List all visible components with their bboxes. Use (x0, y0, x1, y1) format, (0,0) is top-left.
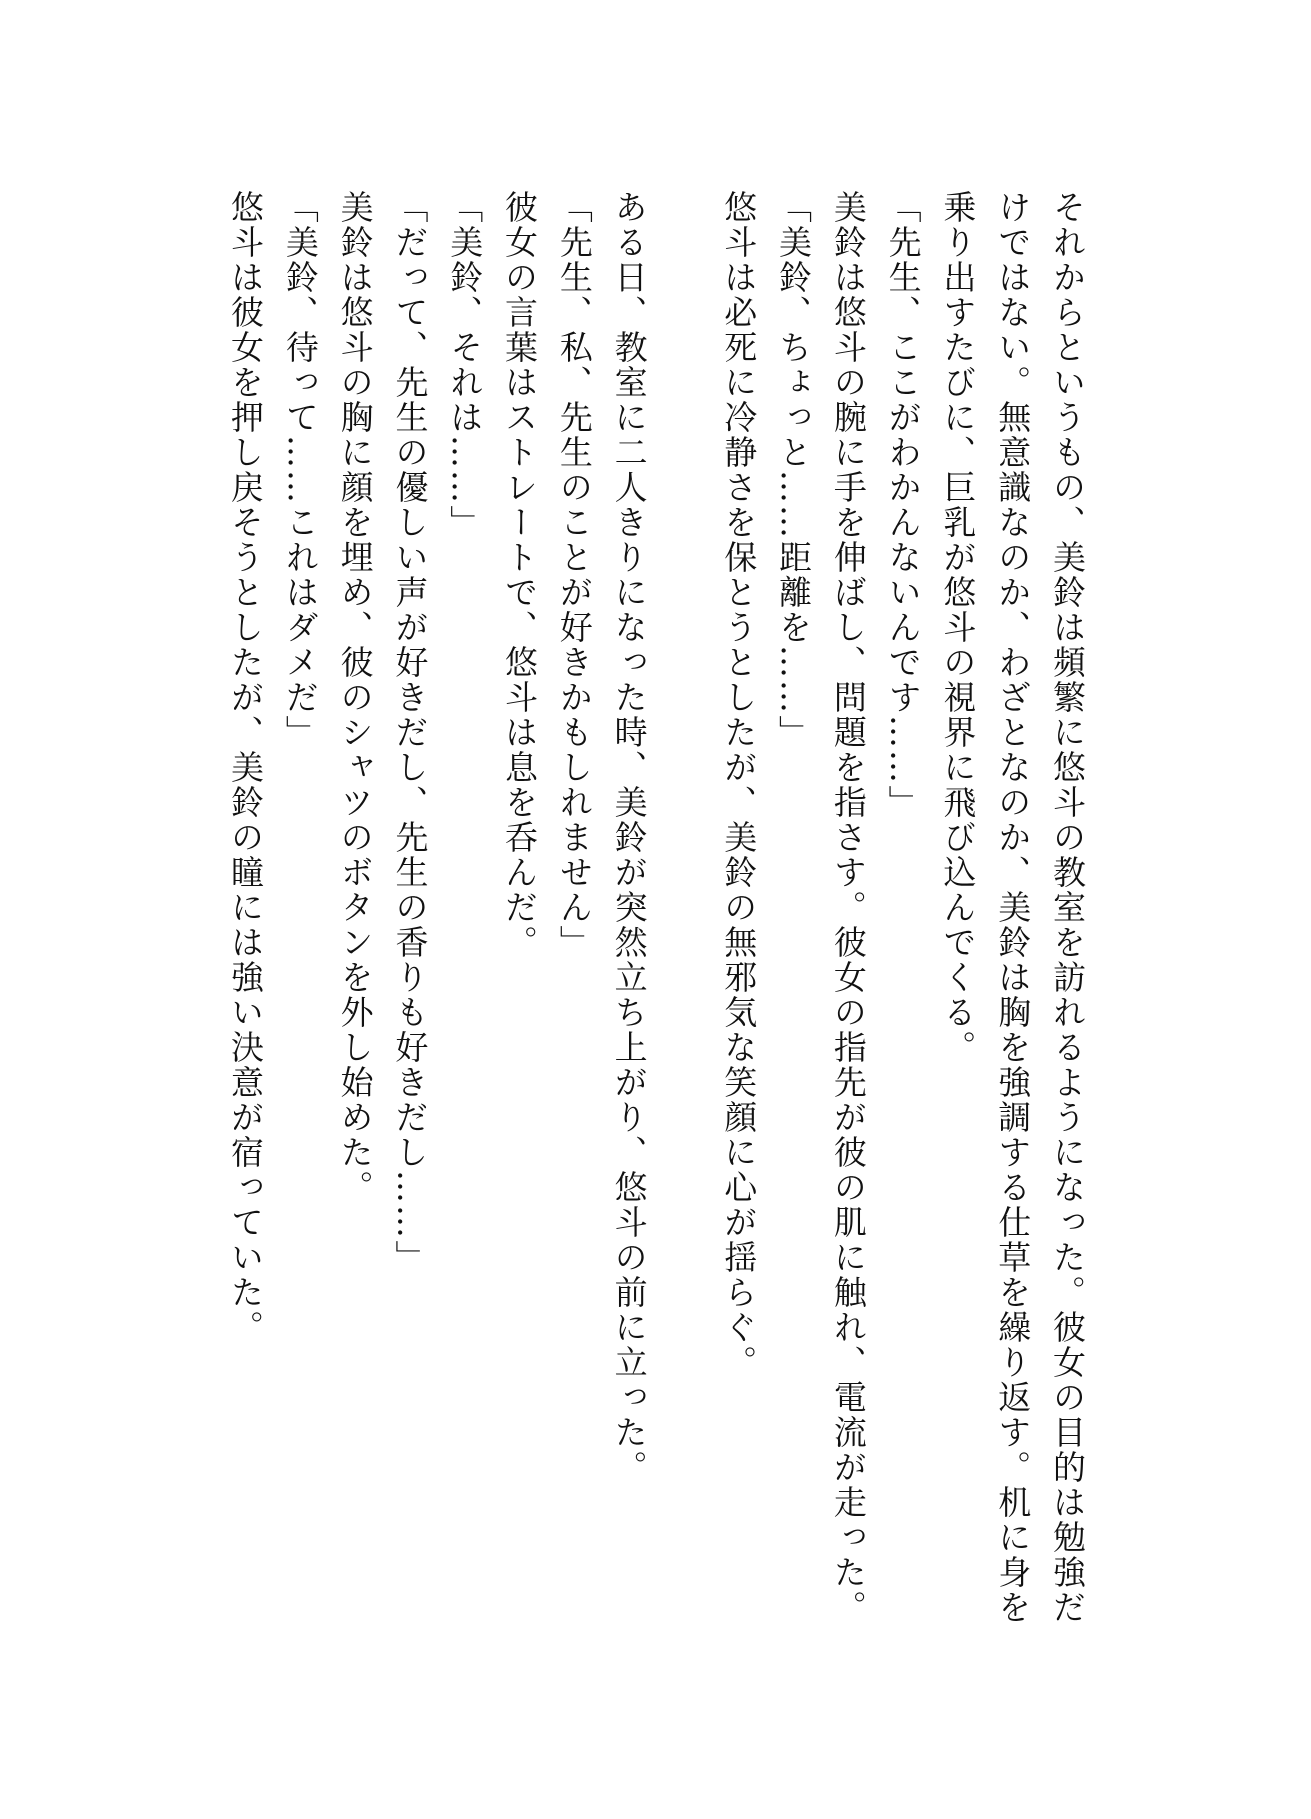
paragraph: ある日、教室に二人きりになった時、美鈴が突然立ち上がり、悠斗の前に立った。 (609, 190, 649, 1485)
vertical-text-page (217, 190, 1094, 1630)
dialogue-line: 「美鈴、それは……」 (445, 190, 485, 540)
section-break (656, 190, 711, 1630)
dialogue-line: 「先生、ここがわかんないんです……」 (883, 190, 923, 820)
paragraph: 彼女の言葉はストレートで、悠斗は息を呑んだ。 (500, 190, 540, 960)
dialogue-line: 「先生、私、先生のことが好きかもしれません」 (554, 190, 594, 960)
dialogue-line: 「だって、先生の優しい声が好きだし、先生の香りも好きだし……」 (390, 190, 430, 1275)
paragraph: 美鈴は悠斗の胸に顔を埋め、彼のシャツのボタンを外し始めた。 (335, 190, 375, 1205)
paragraph: 悠斗は彼女を押し戻そうとしたが、美鈴の瞳には強い決意が宿っていた。 (226, 190, 266, 1345)
paragraph: 悠斗は必死に冷静さを保とうとしたが、美鈴の無邪気な笑顔に心が揺らぐ。 (719, 190, 759, 1380)
dialogue-line: 「美鈴、待って……これはダメだ」 (280, 190, 320, 750)
paragraph: それからというもの、美鈴は頻繁に悠斗の教室を訪れるようになった。彼女の目的は勉強だけではない。無意識なのか、わざとなのか、美鈴は胸を強調する仕草を繰り返す。机に身を乗り出すたびに、巨乳が悠斗の視界に飛び込んでくる。 (938, 190, 1087, 1625)
dialogue-line: 「美鈴、ちょっと……距離を……」 (774, 190, 814, 750)
paragraph: 美鈴は悠斗の腕に手を伸ばし、問題を指さす。彼女の指先が彼の肌に触れ、電流が走った。 (828, 190, 868, 1625)
